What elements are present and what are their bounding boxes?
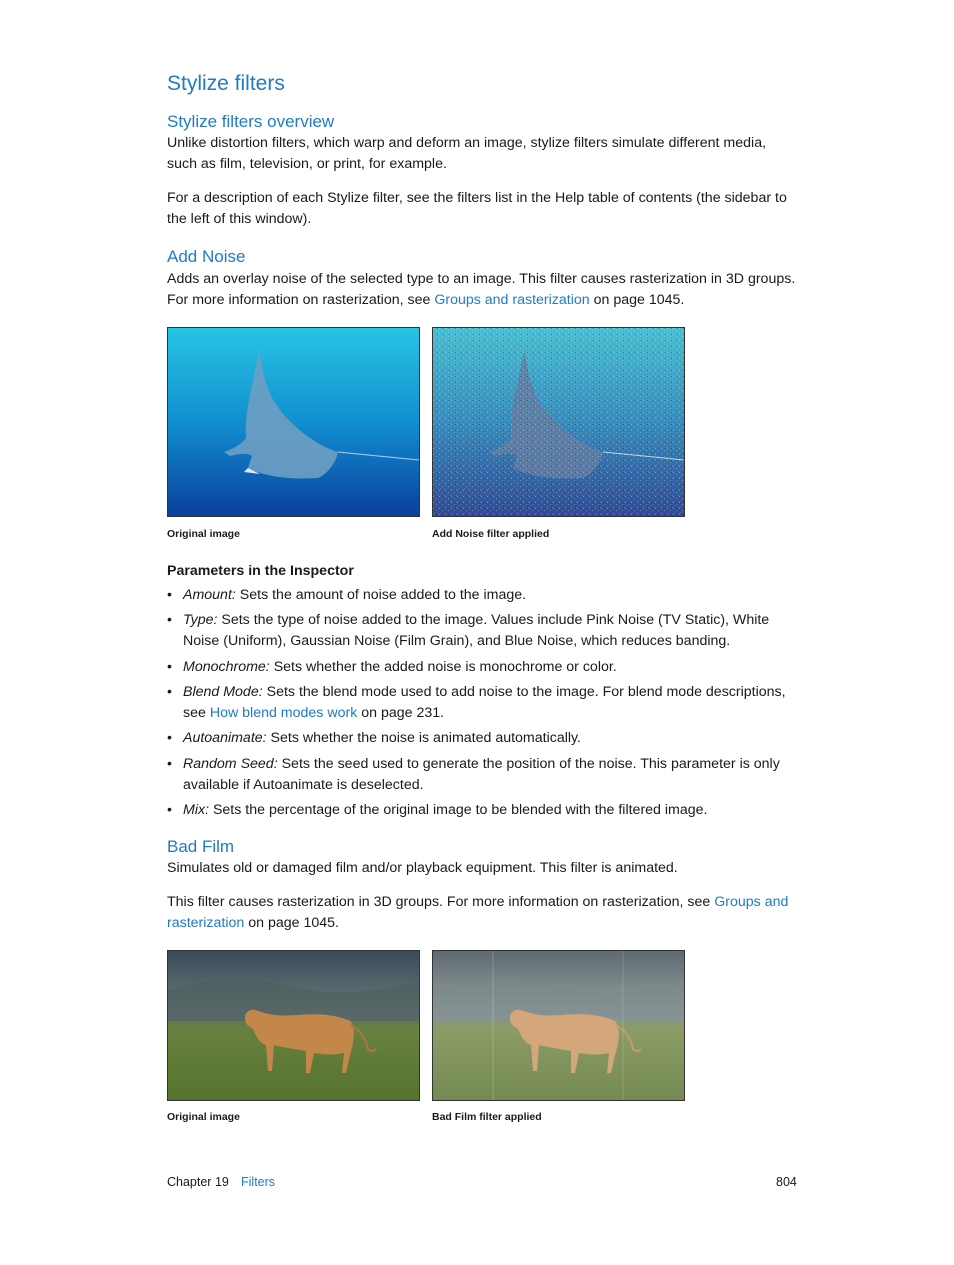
bullet-monochrome: • Monochrome: Sets whether the added noise is monochrome or color. <box>167 659 617 675</box>
caption-original-manta: Original image <box>167 528 240 540</box>
caption-noise-manta: Add Noise filter applied <box>432 528 550 540</box>
add-noise-heading: Add Noise <box>167 247 246 266</box>
bullet-mix: • Mix: Sets the percentage of the original image to be blended with the filtered image. <box>167 802 708 818</box>
manta-original-image <box>167 327 420 517</box>
bad-film-paragraph-2: This filter causes rasterization in 3D groups. For more information on rasterization, see Groups and rasterization on page 1045. <box>167 894 789 931</box>
groups-rasterization-link[interactable]: Groups and rasterization <box>434 292 590 308</box>
bullet-blend-mode: • Blend Mode: Sets the blend mode used to add noise to the image. For blend mode descriptions, see How blend modes work on page 231. <box>167 684 786 721</box>
add-noise-paragraph: Adds an overlay noise of the selected type to an image. This filter causes rasterization in 3D groups. For more information on rasterization, see Groups and rasterization on page 1045. <box>167 271 796 308</box>
footer-section-link[interactable]: Filters <box>241 1175 276 1189</box>
lioness-original-image <box>167 950 420 1101</box>
footer-chapter: Chapter 19 <box>167 1175 229 1189</box>
bullet-amount: • Amount: Sets the amount of noise added to the image. <box>167 587 527 603</box>
blend-modes-link[interactable]: How blend modes work <box>209 705 358 721</box>
overview-paragraph-1: Unlike distortion filters, which warp and deform an image, stylize filters simulate different media, such as film, television, or print, for example. <box>167 135 767 172</box>
bullet-random-seed: • Random Seed: Sets the seed used to generate the position of the noise. This parameter is only available if Autoanimate is deselected. <box>167 756 780 793</box>
lioness-badfilm-image <box>432 950 685 1101</box>
caption-badfilm-lioness: Bad Film filter applied <box>432 1111 542 1123</box>
manta-noise-image <box>432 327 685 517</box>
bad-film-heading: Bad Film <box>167 837 235 856</box>
page-number: 804 <box>776 1175 797 1189</box>
overview-heading: Stylize filters overview <box>167 112 335 131</box>
bad-film-paragraph-1: Simulates old or damaged film and/or playback equipment. This filter is animated. <box>167 860 678 876</box>
caption-original-lioness: Original image <box>167 1111 240 1123</box>
overview-paragraph-2: For a description of each Stylize filter, see the filters list in the Help table of contents (the sidebar to the left of this window). <box>167 190 787 227</box>
bullet-type: • Type: Sets the type of noise added to the image. Values include Pink Noise (TV Static), White Noise (Uniform), Gaussian Noise (Film Grain), and Blue Noise, which reduces banding. <box>167 612 770 649</box>
parameters-heading: Parameters in the Inspector <box>167 563 354 579</box>
page-title: Stylize filters <box>167 72 285 95</box>
bullet-autoanimate: • Autoanimate: Sets whether the noise is animated automatically. <box>167 730 581 746</box>
groups-rasterization-link-2[interactable]: Groups and rasterization <box>167 894 789 931</box>
